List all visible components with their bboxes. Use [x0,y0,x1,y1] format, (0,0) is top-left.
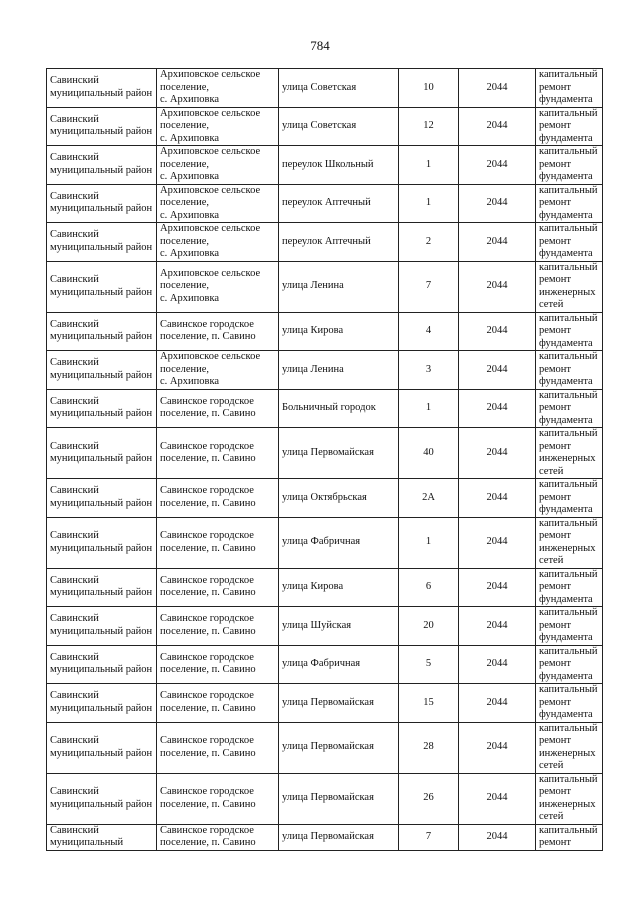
table-row [47,351,603,390]
street-cell: улица Первомайская [279,722,399,773]
table-row [47,645,603,684]
year-cell: 2044 [459,223,536,262]
house-number-cell: 1 [399,517,459,568]
table-row [47,146,603,185]
settlement-cell: Савинское городское поселение, п. Савино [157,824,279,850]
table-row [47,312,603,351]
settlement-cell: Савинское городское поселение, п. Савино [157,517,279,568]
district-cell: Савинский муниципальный район [47,645,157,684]
settlement-cell: Савинское городское поселение, п. Савино [157,645,279,684]
house-number-cell: 2 [399,223,459,262]
street-cell: улица Ленина [279,351,399,390]
year-cell: 2044 [459,722,536,773]
district-cell: Савинский муниципальный район [47,69,157,108]
table-row [47,107,603,146]
district-cell: Савинский муниципальный [47,824,157,850]
house-number-cell: 10 [399,69,459,108]
district-cell: Савинский муниципальный район [47,312,157,351]
year-cell: 2044 [459,824,536,850]
settlement-cell: Савинское городское поселение, п. Савино [157,568,279,607]
year-cell: 2044 [459,684,536,723]
house-number-cell: 6 [399,568,459,607]
repair-schedule-table [46,68,603,851]
page-number: 784 [310,38,330,53]
settlement-cell: Архиповское сельское поселение, с. Архиповка [157,223,279,262]
year-cell: 2044 [459,312,536,351]
house-number-cell: 1 [399,389,459,428]
work-type-cell: капитальный ремонт инженерных сетей [536,722,603,773]
settlement-cell: Савинское городское поселение, п. Савино [157,428,279,479]
table-row [47,824,603,850]
district-cell: Савинский муниципальный район [47,722,157,773]
house-number-cell: 40 [399,428,459,479]
year-cell: 2044 [459,607,536,646]
district-cell: Савинский муниципальный район [47,389,157,428]
year-cell: 2044 [459,146,536,185]
district-cell: Савинский муниципальный район [47,428,157,479]
house-number-cell: 28 [399,722,459,773]
table-row [47,722,603,773]
year-cell: 2044 [459,389,536,428]
settlement-cell: Савинское городское поселение, п. Савино [157,722,279,773]
year-cell: 2044 [459,568,536,607]
table-row [47,223,603,262]
house-number-cell: 5 [399,645,459,684]
district-cell: Савинский муниципальный район [47,607,157,646]
year-cell: 2044 [459,107,536,146]
street-cell: улица Первомайская [279,824,399,850]
settlement-cell: Архиповское сельское поселение, с. Архиповка [157,261,279,312]
work-type-cell: капитальный ремонт инженерных сетей [536,261,603,312]
table-row [47,261,603,312]
year-cell: 2044 [459,517,536,568]
house-number-cell: 20 [399,607,459,646]
street-cell: улица Советская [279,107,399,146]
street-cell: переулок Школьный [279,146,399,185]
street-cell: улица Шуйская [279,607,399,646]
table-row [47,389,603,428]
house-number-cell: 2А [399,479,459,518]
work-type-cell: капитальный ремонт фундамента [536,184,603,223]
house-number-cell: 4 [399,312,459,351]
house-number-cell: 3 [399,351,459,390]
district-cell: Савинский муниципальный район [47,146,157,185]
table-row [47,684,603,723]
year-cell: 2044 [459,773,536,824]
house-number-cell: 15 [399,684,459,723]
work-type-cell: капитальный ремонт фундамента [536,223,603,262]
work-type-cell: капитальный ремонт фундамента [536,479,603,518]
street-cell: улица Фабричная [279,645,399,684]
table-row [47,428,603,479]
street-cell: улица Октябрьская [279,479,399,518]
street-cell: переулок Аптечный [279,223,399,262]
settlement-cell: Савинское городское поселение, п. Савино [157,389,279,428]
street-cell: улица Первомайская [279,684,399,723]
work-type-cell: капитальный ремонт фундамента [536,146,603,185]
settlement-cell: Архиповское сельское поселение, с. Архиповка [157,69,279,108]
settlement-cell: Архиповское сельское поселение, с. Архиповка [157,107,279,146]
work-type-cell: капитальный ремонт фундамента [536,107,603,146]
work-type-cell: капитальный ремонт [536,824,603,850]
table-row [47,69,603,108]
district-cell: Савинский муниципальный район [47,184,157,223]
district-cell: Савинский муниципальный район [47,261,157,312]
district-cell: Савинский муниципальный район [47,223,157,262]
work-type-cell: капитальный ремонт фундамента [536,351,603,390]
table-row [47,479,603,518]
work-type-cell: капитальный ремонт инженерных сетей [536,517,603,568]
table-row [47,568,603,607]
year-cell: 2044 [459,479,536,518]
work-type-cell: капитальный ремонт инженерных сетей [536,773,603,824]
district-cell: Савинский муниципальный район [47,517,157,568]
year-cell: 2044 [459,184,536,223]
district-cell: Савинский муниципальный район [47,351,157,390]
work-type-cell: капитальный ремонт фундамента [536,69,603,108]
street-cell: улица Ленина [279,261,399,312]
year-cell: 2044 [459,351,536,390]
year-cell: 2044 [459,261,536,312]
settlement-cell: Архиповское сельское поселение, с. Архиповка [157,351,279,390]
district-cell: Савинский муниципальный район [47,568,157,607]
street-cell: улица Первомайская [279,428,399,479]
work-type-cell: капитальный ремонт фундамента [536,312,603,351]
work-type-cell: капитальный ремонт фундамента [536,684,603,723]
settlement-cell: Савинское городское поселение, п. Савино [157,479,279,518]
settlement-cell: Савинское городское поселение, п. Савино [157,684,279,723]
street-cell: улица Кирова [279,312,399,351]
house-number-cell: 26 [399,773,459,824]
settlement-cell: Архиповское сельское поселение, с. Архиповка [157,184,279,223]
work-type-cell: капитальный ремонт инженерных сетей [536,428,603,479]
street-cell: улица Кирова [279,568,399,607]
table-row [47,517,603,568]
street-cell: Больничный городок [279,389,399,428]
work-type-cell: капитальный ремонт фундамента [536,389,603,428]
street-cell: улица Советская [279,69,399,108]
year-cell: 2044 [459,645,536,684]
house-number-cell: 1 [399,146,459,185]
work-type-cell: капитальный ремонт фундамента [536,645,603,684]
year-cell: 2044 [459,69,536,108]
table-row [47,607,603,646]
settlement-cell: Савинское городское поселение, п. Савино [157,607,279,646]
table-row [47,773,603,824]
street-cell: переулок Аптечный [279,184,399,223]
settlement-cell: Савинское городское поселение, п. Савино [157,312,279,351]
settlement-cell: Савинское городское поселение, п. Савино [157,773,279,824]
work-type-cell: капитальный ремонт фундамента [536,568,603,607]
house-number-cell: 7 [399,261,459,312]
work-type-cell: капитальный ремонт фундамента [536,607,603,646]
street-cell: улица Фабричная [279,517,399,568]
district-cell: Савинский муниципальный район [47,479,157,518]
district-cell: Савинский муниципальный район [47,773,157,824]
district-cell: Савинский муниципальный район [47,684,157,723]
street-cell: улица Первомайская [279,773,399,824]
table-row [47,184,603,223]
house-number-cell: 12 [399,107,459,146]
year-cell: 2044 [459,428,536,479]
house-number-cell: 7 [399,824,459,850]
settlement-cell: Архиповское сельское поселение, с. Архиповка [157,146,279,185]
district-cell: Савинский муниципальный район [47,107,157,146]
house-number-cell: 1 [399,184,459,223]
